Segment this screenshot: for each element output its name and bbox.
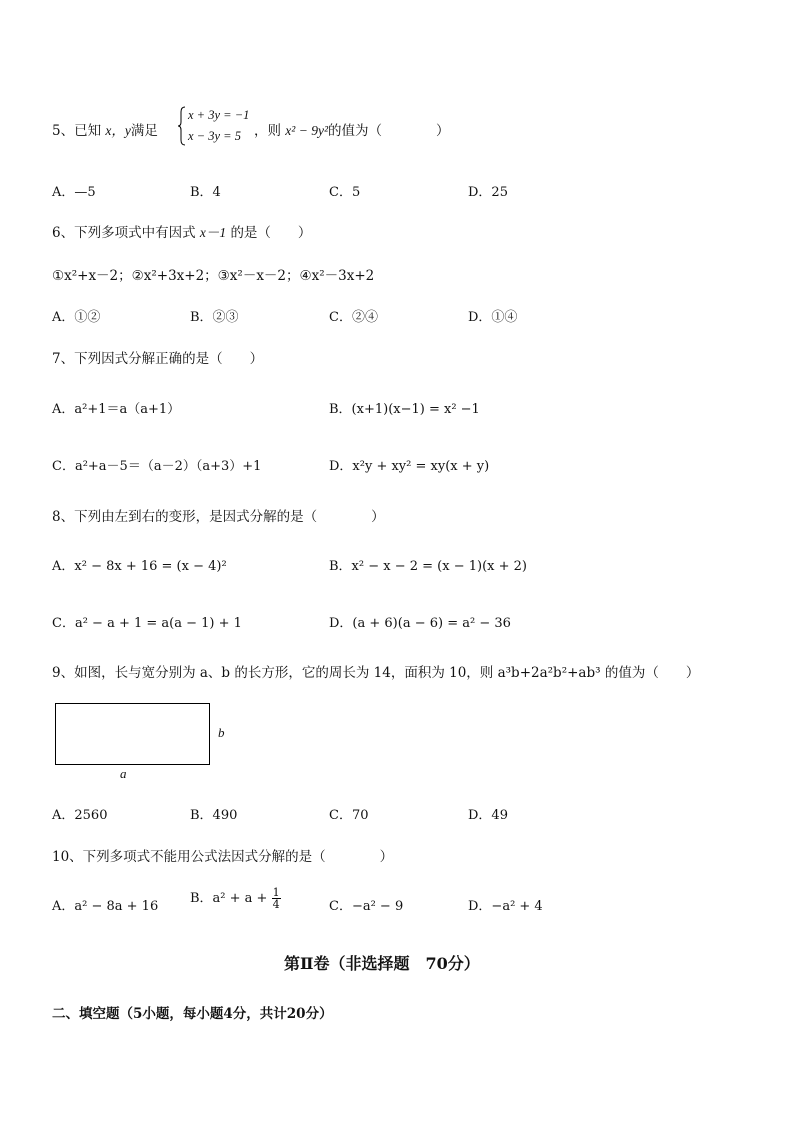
q5-expr: x² − 9y²: [285, 123, 328, 138]
q9-option-a[interactable]: A．2560: [52, 808, 108, 823]
q5-option-d[interactable]: D．25: [468, 185, 508, 200]
q5-vars: x，y: [105, 123, 131, 138]
q6-factor: x－1: [199, 225, 227, 240]
q6-stem: [52, 221, 311, 241]
fraction: [272, 887, 281, 910]
q8-stem: 8、下列由左到右的变形，是因式分解的是（ ）: [52, 509, 385, 525]
q6-stem-end: 的是（ ）: [230, 225, 312, 241]
q5-eq1: x + 3y = −1: [188, 108, 250, 122]
q9-option-d[interactable]: D．49: [468, 808, 508, 823]
q8-option-b[interactable]: B．x² − x − 2 = (x − 1)(x + 2): [329, 559, 527, 574]
q5-mid: 满足: [130, 123, 158, 139]
q7-option-a[interactable]: A．a²+1＝a（a+1）: [52, 402, 181, 417]
fraction-denominator: 4: [272, 898, 280, 911]
q10-option-d[interactable]: D．−a² + 4: [468, 899, 543, 914]
q10-stem: 10、下列多项式不能用公式法因式分解的是（ ）: [52, 849, 394, 865]
q10-option-b-text: B．a² + a +: [190, 891, 268, 906]
q9-option-b[interactable]: B．490: [190, 808, 238, 823]
q6-stem-text: 6、下列多项式中有因式: [52, 225, 196, 241]
q8-option-a[interactable]: A．x² − 8x + 16 = (x − 4)²: [52, 559, 227, 574]
q7-stem: 7、下列因式分解正确的是（ ）: [52, 351, 264, 367]
q5-after: [254, 119, 450, 139]
q5-eq2: x − 3y = 5: [188, 129, 241, 143]
q7-option-b[interactable]: B．(x+1)(x−1) = x² −1: [329, 402, 480, 417]
q6-option-c[interactable]: C．②④: [329, 310, 378, 325]
q6-option-b[interactable]: B．②③: [190, 310, 239, 325]
rectangle-label-b: b: [218, 725, 225, 740]
q5-option-b[interactable]: B．4: [190, 185, 221, 200]
q6-option-a[interactable]: A．①②: [52, 310, 101, 325]
q6-option-d[interactable]: D．①④: [468, 310, 518, 325]
rectangle-figure: [55, 703, 210, 765]
q8-option-c[interactable]: C．a² − a + 1 = a(a − 1) + 1: [52, 616, 242, 631]
q10-option-c[interactable]: C．−a² − 9: [329, 899, 404, 914]
q9-stem: 9、如图，长与宽分别为 a、b 的长方形，它的周长为 14，面积为 10，则 a³b+2a²b²+ab³ 的值为（ ）: [52, 665, 700, 681]
q6-items: ①x²+x－2；②x²+3x+2；③x²－x－2；④x²－3x+2: [52, 268, 375, 284]
q5-option-c[interactable]: C．5: [329, 185, 361, 200]
q7-option-c[interactable]: C．a²+a－5＝（a－2）（a+3）+1: [52, 459, 262, 474]
q5-prefix-text: 5、已知: [52, 123, 102, 139]
q8-option-d[interactable]: D．(a + 6)(a − 6) = a² − 36: [329, 616, 511, 631]
q10-option-a[interactable]: A．a² − 8a + 16: [52, 899, 159, 914]
q5-prefix: [52, 119, 158, 139]
q5-suffix: 的值为（ ）: [328, 123, 450, 139]
q5-after-text: ，则: [254, 123, 281, 139]
q5-option-a[interactable]: A．—5: [52, 185, 96, 200]
q9-option-c[interactable]: C．70: [329, 808, 369, 823]
section-title-part2: 第Ⅱ卷（非选择题 70分）: [284, 954, 480, 973]
q10-option-b[interactable]: [190, 887, 281, 910]
fraction-numerator: 1: [272, 886, 280, 899]
q7-option-d[interactable]: D．x²y + xy² = xy(x + y): [329, 459, 490, 474]
brace-icon: [178, 106, 186, 146]
section-title-fill-blank: 二、填空题（5小题，每小题4分，共计20分）: [52, 1006, 333, 1022]
rectangle-label-a: a: [120, 766, 127, 781]
